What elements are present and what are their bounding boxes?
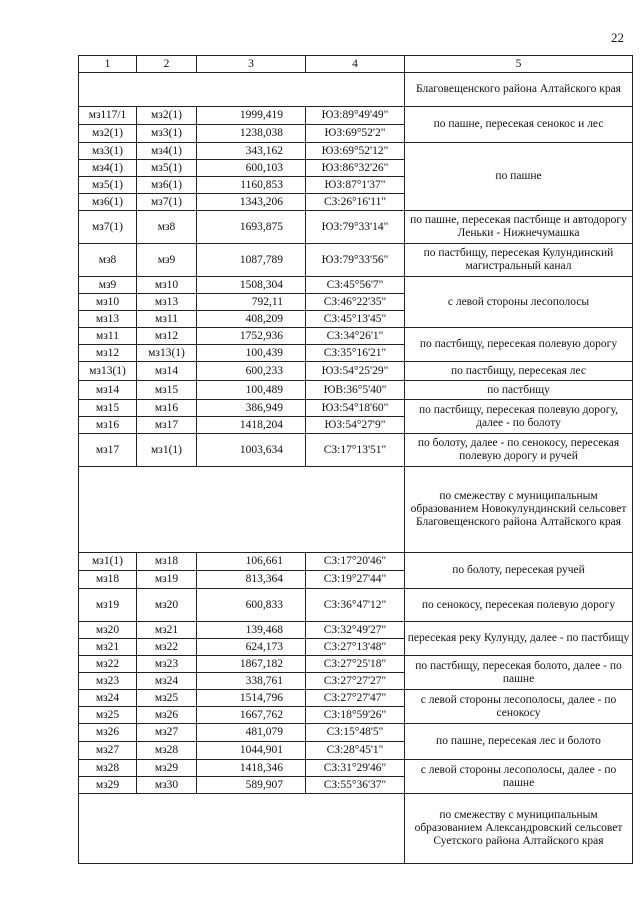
segment-bearing: СЗ:36°47'12" [306,589,405,622]
segment-length: 624,173 [197,639,306,656]
table-row [79,381,633,400]
segment-bearing: ЮЗ:54°18'60" [306,400,405,417]
segment-bearing: ЮЗ:79°33'56" [306,244,405,277]
header-cell: 3 [197,56,306,73]
segment-length: 106,661 [197,553,306,571]
segment-bearing: СЗ:15°48'5" [306,724,405,742]
segment-length: 600,833 [197,589,306,622]
segment-description: с левой стороны лесополосы [405,277,633,328]
table-row [79,362,633,381]
header-cell: 5 [405,56,633,73]
segment-bearing: СЗ:55°36'37" [306,777,405,794]
segment-length: 1514,796 [197,690,306,707]
point-to: мз29 [137,760,197,777]
point-to: мз12 [137,328,197,345]
segment-bearing: СЗ:19°27'44" [306,571,405,589]
point-from: мз16 [79,417,137,434]
segment-bearing: ЮЗ:69°52'12" [306,143,405,160]
point-to: мз10 [137,277,197,294]
point-from: мз117/1 [79,107,137,125]
point-from: мз13 [79,311,137,328]
region-continuation-row [79,73,633,107]
segment-bearing: ЮЗ:54°27'9" [306,417,405,434]
point-to: мз19 [137,571,197,589]
segment-length: 813,364 [197,571,306,589]
point-to: мз24 [137,673,197,690]
segment-bearing: СЗ:32°49'27" [306,622,405,639]
segment-bearing: СЗ:26°16'11" [306,194,405,211]
segment-description: по смежеству с муниципальным образованием Новокулундинский сельсовет Благовещенского района Алтайского края [405,467,633,553]
segment-description: по пастбищу, пересекая Кулундинский магистральный канал [405,244,633,277]
segment-description: по пастбищу, пересекая полевую дорогу, далее - по болоту [405,400,633,434]
segment-bearing: СЗ:34°26'1" [306,328,405,345]
segment-length: 343,162 [197,143,306,160]
segment-length: 100,489 [197,381,306,400]
segment-length: 1044,901 [197,742,306,760]
segment-bearing: СЗ:35°16'21" [306,345,405,362]
point-from: мз20 [79,622,137,639]
segment-bearing: СЗ:27°13'48" [306,639,405,656]
table-row [79,553,633,571]
segment-length: 589,907 [197,777,306,794]
segment-bearing: СЗ:27°27'27" [306,673,405,690]
table-row [79,589,633,622]
segment-length: 481,079 [197,724,306,742]
segment-length: 1087,789 [197,244,306,277]
point-to: мз20 [137,589,197,622]
point-to: мз4(1) [137,143,197,160]
point-from: мз6(1) [79,194,137,211]
segment-length: 1867,182 [197,656,306,673]
point-from: мз26 [79,724,137,742]
segment-bearing: СЗ:17°20'46" [306,553,405,571]
segment-description: по сенокосу, пересекая полевую дорогу [405,589,633,622]
segment-description: по пашне, пересекая сенокос и лес [405,107,633,143]
table-row [79,760,633,777]
point-from: мз15 [79,400,137,417]
segment-length: 100,439 [197,345,306,362]
table-row [79,400,633,417]
point-from: мз24 [79,690,137,707]
point-to: мз27 [137,724,197,742]
point-to: мз6(1) [137,177,197,194]
point-to: мз3(1) [137,125,197,143]
segment-description: по пашне, пересекая пастбище и автодорогу Леньки - Нижнечумашка [405,211,633,244]
segment-bearing: ЮЗ:86°32'26" [306,160,405,177]
point-from: мз27 [79,742,137,760]
point-from: мз22 [79,656,137,673]
point-from: мз19 [79,589,137,622]
segment-bearing: СЗ:45°56'7" [306,277,405,294]
segment-length: 1667,762 [197,707,306,724]
page-number: 22 [611,30,624,45]
table-row [79,656,633,673]
point-to: мз11 [137,311,197,328]
point-from: мз28 [79,760,137,777]
segment-length: 1693,875 [197,211,306,244]
segment-description: по пастбищу, пересекая лес [405,362,633,381]
point-from: мз21 [79,639,137,656]
point-to: мз1(1) [137,434,197,467]
segment-bearing: ЮЗ:54°25'29" [306,362,405,381]
table-row [79,690,633,707]
point-to: мз9 [137,244,197,277]
segment-bearing: СЗ:27°27'47" [306,690,405,707]
point-to: мз18 [137,553,197,571]
empty-cell [79,794,405,864]
point-to: мз8 [137,211,197,244]
point-to: мз13 [137,294,197,311]
point-to: мз15 [137,381,197,400]
point-from: мз4(1) [79,160,137,177]
segment-description: по смежеству с муниципальным образованием Александровский сельсовет Суетского района Алтайского края [405,794,633,864]
point-to: мз28 [137,742,197,760]
segment-description: пересекая реку Кулунду, далее - по пастбищу [405,622,633,656]
point-to: мз5(1) [137,160,197,177]
empty-cell [79,73,405,107]
point-from: мз17 [79,434,137,467]
adjacency-row [79,467,633,553]
segment-bearing: СЗ:31°29'46" [306,760,405,777]
adjacency-row [79,794,633,864]
table-row [79,143,633,160]
segment-bearing: СЗ:18°59'26" [306,707,405,724]
segment-bearing: ЮЗ:79°33'14" [306,211,405,244]
segment-description: по пастбищу, пересекая полевую дорогу [405,328,633,362]
segment-length: 386,949 [197,400,306,417]
point-from: мз25 [79,707,137,724]
point-from: мз12 [79,345,137,362]
point-from: мз10 [79,294,137,311]
header-cell: 4 [306,56,405,73]
segment-length: 1343,206 [197,194,306,211]
point-to: мз16 [137,400,197,417]
point-from: мз2(1) [79,125,137,143]
point-from: мз14 [79,381,137,400]
segment-length: 792,11 [197,294,306,311]
header-cell: 2 [137,56,197,73]
point-from: мз7(1) [79,211,137,244]
segment-length: 1418,346 [197,760,306,777]
table-row [79,434,633,467]
point-from: мз11 [79,328,137,345]
segment-bearing: ЮЗ:87°1'37" [306,177,405,194]
segment-bearing: СЗ:27°25'18" [306,656,405,673]
point-from: мз8 [79,244,137,277]
segment-length: 1418,204 [197,417,306,434]
header-cell: 1 [79,56,137,73]
segment-description: по пастбищу [405,381,633,400]
table-row [79,107,633,125]
header-row [79,56,633,73]
point-to: мз13(1) [137,345,197,362]
table-row [79,244,633,277]
segment-length: 600,233 [197,362,306,381]
table-row [79,622,633,639]
point-to: мз2(1) [137,107,197,125]
segment-description: по пастбищу, пересекая болото, далее - по пашне [405,656,633,690]
segment-bearing: ЮВ:36°5'40" [306,381,405,400]
segment-length: 1752,936 [197,328,306,345]
boundary-table [78,55,633,864]
segment-bearing: ЮЗ:89°49'49" [306,107,405,125]
table-row [79,724,633,742]
segment-length: 1999,419 [197,107,306,125]
segment-bearing: СЗ:45°13'45" [306,311,405,328]
segment-description: с левой стороны лесополосы, далее - по сенокосу [405,690,633,724]
point-from: мз9 [79,277,137,294]
segment-description: с левой стороны лесополосы, далее - по пашне [405,760,633,794]
segment-length: 338,761 [197,673,306,690]
point-to: мз22 [137,639,197,656]
segment-length: 1238,038 [197,125,306,143]
point-to: мз25 [137,690,197,707]
point-from: мз29 [79,777,137,794]
table-row [79,277,633,294]
segment-bearing: СЗ:46°22'35" [306,294,405,311]
point-from: мз3(1) [79,143,137,160]
point-to: мз23 [137,656,197,673]
segment-bearing: СЗ:28°45'1" [306,742,405,760]
point-to: мз30 [137,777,197,794]
point-from: мз13(1) [79,362,137,381]
point-from: мз18 [79,571,137,589]
table-row [79,328,633,345]
segment-description: по болоту, пересекая ручей [405,553,633,589]
segment-length: 1003,634 [197,434,306,467]
empty-cell [79,467,405,553]
segment-description: по болоту, далее - по сенокосу, пересекая полевую дорогу и ручей [405,434,633,467]
point-to: мз17 [137,417,197,434]
segment-length: 600,103 [197,160,306,177]
segment-length: 139,468 [197,622,306,639]
point-from: мз1(1) [79,553,137,571]
table-row [79,211,633,244]
segment-bearing: ЮЗ:69°52'2" [306,125,405,143]
point-to: мз21 [137,622,197,639]
point-from: мз23 [79,673,137,690]
point-to: мз14 [137,362,197,381]
point-from: мз5(1) [79,177,137,194]
point-to: мз7(1) [137,194,197,211]
segment-length: 1160,853 [197,177,306,194]
segment-length: 1508,304 [197,277,306,294]
segment-length: 408,209 [197,311,306,328]
segment-description: по пашне, пересекая лес и болото [405,724,633,760]
point-to: мз26 [137,707,197,724]
segment-bearing: СЗ:17°13'51" [306,434,405,467]
segment-description: по пашне [405,143,633,211]
region-continuation: Благовещенского района Алтайского края [405,73,633,107]
